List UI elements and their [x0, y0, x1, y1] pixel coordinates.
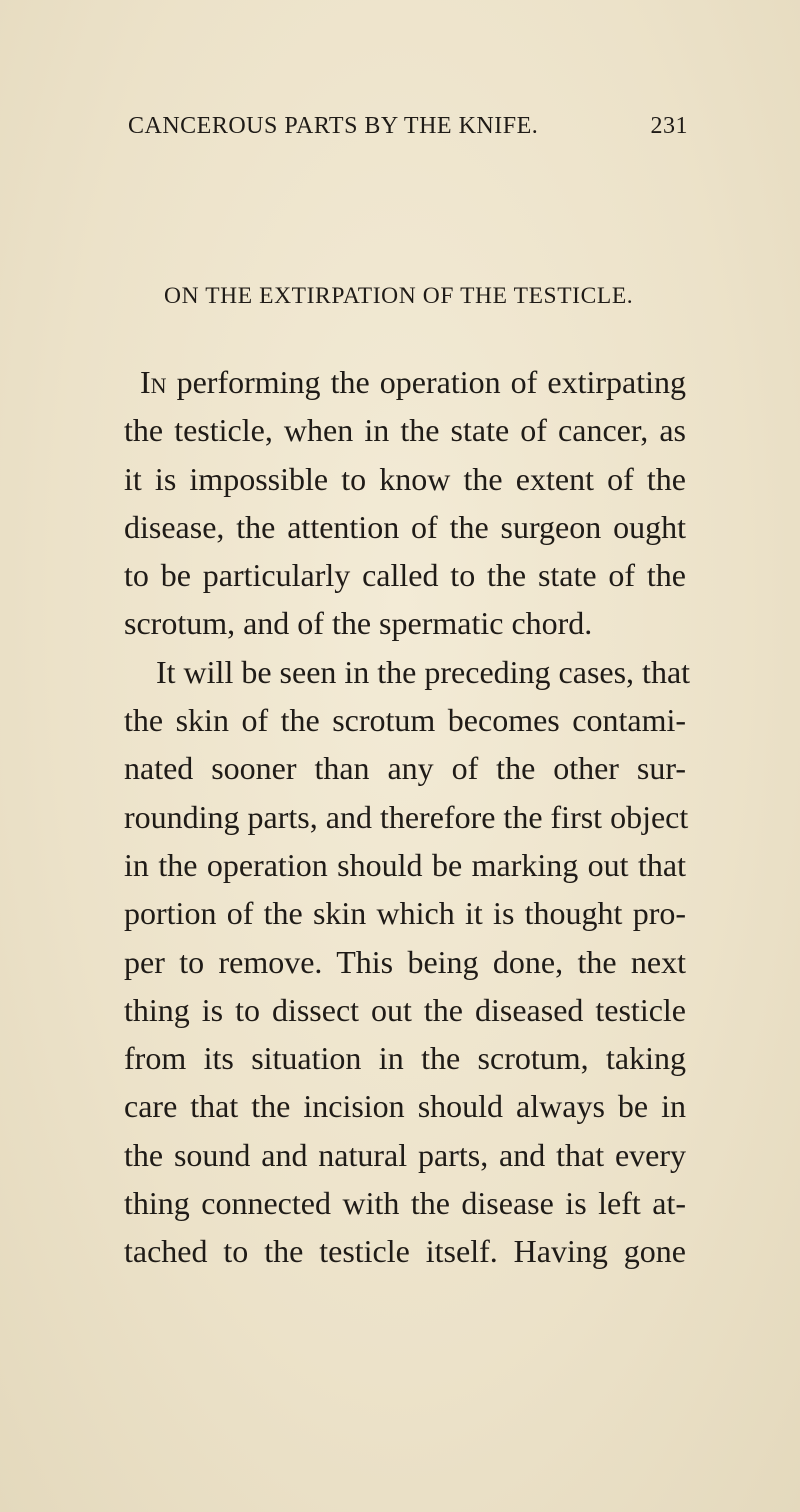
running-head-title: CANCEROUS PARTS BY THE KNIFE.: [128, 113, 539, 139]
body-text: [124, 358, 691, 1276]
text-line: scrotum, and of the spermatic chord.: [124, 605, 593, 642]
text-line: It will be seen in the preceding cases, that: [156, 653, 691, 690]
text-line: disease, the attention of the surgeon ought: [124, 508, 686, 545]
text-line: the skin of the scrotum becomes contami-: [124, 702, 686, 739]
text-line: portion of the skin which it is thought pro-: [124, 895, 686, 932]
text-line: thing is to dissect out the diseased testicle: [124, 991, 686, 1028]
text-line: in the operation should be marking out that: [124, 846, 686, 883]
text-line: rounding parts, and therefore the first object: [124, 798, 689, 835]
text-line: it is impossible to know the extent of the: [124, 460, 686, 497]
section-heading: ON THE EXTIRPATION OF THE TESTICLE.: [164, 283, 634, 309]
page-number: 231: [650, 113, 688, 139]
text-line: care that the incision should always be in: [124, 1088, 686, 1125]
text-line: the testicle, when in the state of cancer, as: [124, 412, 686, 449]
text-line: per to remove. This being done, the next: [124, 943, 686, 980]
text-line: from its situation in the scrotum, taking: [124, 1040, 686, 1077]
text-line: the sound and natural parts, and that every: [124, 1136, 686, 1173]
text-line: nated sooner than any of the other sur-: [124, 750, 686, 787]
text-line: to be particularly called to the state of the: [124, 557, 686, 594]
text-line: tached to the testicle itself. Having gone: [124, 1233, 686, 1270]
text-line: thing connected with the disease is left at-: [124, 1185, 686, 1222]
text-line: In performing the operation of extirpating: [140, 364, 686, 400]
